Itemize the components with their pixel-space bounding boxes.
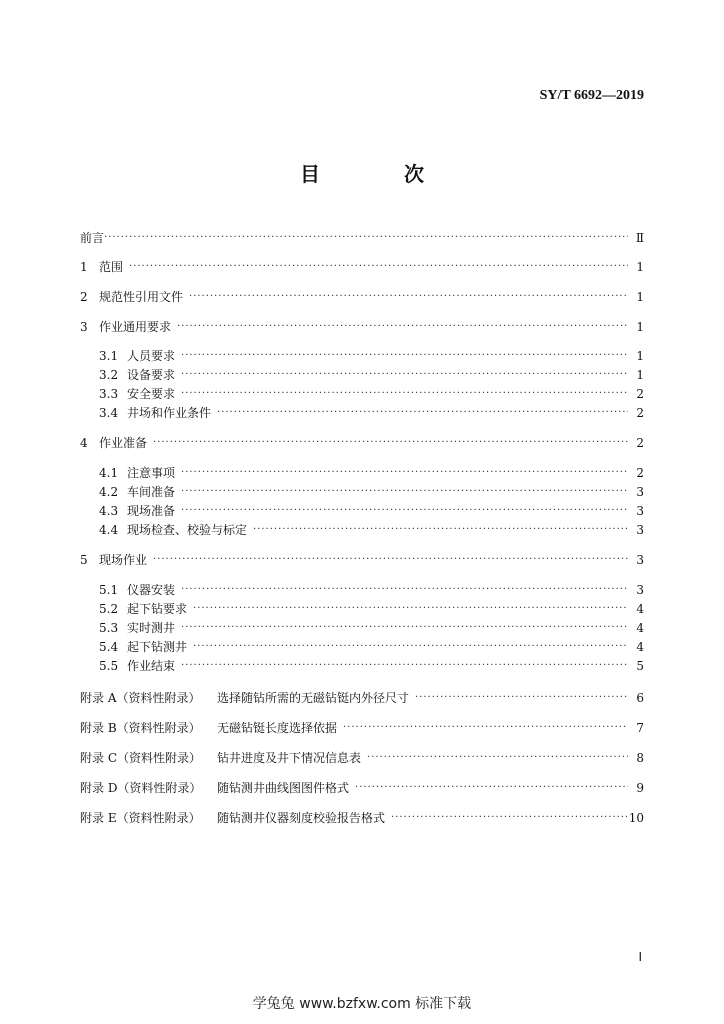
toc-leader-dots (181, 483, 628, 501)
toc-entry[interactable] (80, 434, 644, 452)
toc-leader-dots (177, 318, 628, 336)
toc-entry-number: 1 (80, 260, 88, 274)
toc-entry-title: 注意事项 (127, 466, 176, 480)
toc-page-number: 6 (636, 691, 644, 705)
toc-page-number: Ⅱ (635, 231, 644, 245)
toc-entry-title: 规范性引用文件 (99, 290, 184, 304)
toc-entry-number: 5 (80, 553, 88, 567)
toc-appendix-entry[interactable] (80, 779, 644, 797)
toc-leader-dots (104, 229, 628, 247)
toc-entry-number: 3.1 (99, 349, 119, 363)
toc-leader-dots (193, 638, 628, 656)
toc-subentry[interactable] (99, 502, 644, 520)
toc-entry-title: 范围 (99, 260, 124, 274)
toc-entry-title: 现场准备 (127, 504, 176, 518)
toc-entry-title: 现场作业 (99, 553, 148, 567)
toc-entry-title: 前言 (80, 231, 105, 245)
toc-appendix-entry[interactable] (80, 719, 644, 737)
toc-leader-dots (217, 404, 628, 422)
toc-subentry[interactable] (99, 619, 644, 637)
toc-subentry[interactable] (99, 600, 644, 618)
toc-entry-title: 人员要求 (127, 349, 176, 363)
toc-leader-dots (181, 619, 628, 637)
toc-entry-number: 5.5 (99, 659, 119, 673)
toc-appendix-label: 附录 E（资料性附录） (80, 811, 201, 825)
toc-leader-dots (391, 809, 627, 827)
toc-leader-dots (181, 657, 628, 675)
toc-entry-title: 车间准备 (127, 485, 176, 499)
toc-leader-dots (367, 749, 628, 767)
toc-subentry[interactable] (99, 347, 644, 365)
toc-leader-dots (343, 719, 628, 737)
page-title: 目 次 (300, 162, 456, 186)
toc-page-number: 3 (636, 504, 644, 518)
toc-entry-number: 5.2 (99, 602, 119, 616)
toc-leader-dots (153, 434, 628, 452)
toc-page-number: 7 (636, 721, 644, 735)
toc-appendix-label: 附录 B（资料性附录） (80, 721, 201, 735)
toc-page-number: 1 (636, 368, 644, 382)
toc-entry-number: 3.2 (99, 368, 119, 382)
toc-page-number: 3 (636, 553, 644, 567)
toc-entry-title: 井场和作业条件 (127, 406, 212, 420)
toc-entry[interactable] (80, 258, 644, 276)
toc-entry-title: 作业准备 (99, 436, 148, 450)
toc-entry-title: 仪器安装 (127, 583, 176, 597)
toc-page-number: 2 (636, 387, 644, 401)
toc-leader-dots (415, 689, 628, 707)
toc-subentry[interactable] (99, 366, 644, 384)
toc-leader-dots (193, 600, 628, 618)
toc-appendix-entry[interactable] (80, 689, 644, 707)
toc-subentry[interactable] (99, 581, 644, 599)
toc-page-number: 1 (636, 320, 644, 334)
toc-entry-title: 现场检查、校验与标定 (127, 523, 248, 537)
toc-entry-title: 安全要求 (127, 387, 176, 401)
toc-entry[interactable] (80, 288, 644, 306)
toc-entry-number: 3 (80, 320, 88, 334)
toc-entry-number: 4.1 (99, 466, 119, 480)
toc-entry[interactable] (80, 318, 644, 336)
toc-page-number: 1 (636, 349, 644, 363)
toc-leader-dots (355, 779, 628, 797)
toc-entry-title: 钻井进度及井下情况信息表 (217, 751, 362, 765)
toc-page-number: 8 (636, 751, 644, 765)
toc-entry-title: 随钻测井仪器刻度校验报告格式 (217, 811, 386, 825)
toc-leader-dots (181, 385, 628, 403)
toc-entry-title: 随钻测井曲线图图件格式 (217, 781, 350, 795)
toc-entry-number: 3.3 (99, 387, 119, 401)
standard-code: SY/T 6692—2019 (539, 88, 644, 103)
toc-entry-number: 5.1 (99, 583, 119, 597)
toc-entry-title: 作业通用要求 (99, 320, 172, 334)
toc-subentry[interactable] (99, 404, 644, 422)
toc-entry-title: 无磁钻铤长度选择依据 (217, 721, 338, 735)
toc-entry-title: 实时测井 (127, 621, 176, 635)
toc-appendix-entry[interactable] (80, 809, 644, 827)
toc-page-number: 3 (636, 583, 644, 597)
watermark-text: 学兔兔 www.bzfxw.com 标准下载 (252, 996, 472, 1012)
toc-leader-dots (129, 258, 628, 276)
toc-page-number: 3 (636, 523, 644, 537)
toc-subentry[interactable] (99, 638, 644, 656)
toc-leader-dots (181, 581, 628, 599)
toc-page-number: 1 (636, 260, 644, 274)
toc-page-number: 5 (636, 659, 644, 673)
toc-page-number: 3 (636, 485, 644, 499)
toc-page-number: 1 (636, 290, 644, 304)
toc-entry-number: 4.4 (99, 523, 119, 537)
toc-leader-dots (253, 521, 628, 539)
toc-entry-title: 选择随钻所需的无磁钻铤内外径尺寸 (217, 691, 410, 705)
toc-entry-number: 5.3 (99, 621, 119, 635)
toc-entry-title: 设备要求 (127, 368, 176, 382)
toc-page-number: 4 (636, 602, 644, 616)
toc-entry-preface[interactable] (80, 229, 644, 247)
toc-entry-number: 4.2 (99, 485, 119, 499)
toc-leader-dots (153, 551, 628, 569)
toc-page-number: 10 (628, 811, 644, 825)
toc-page-number: 2 (636, 406, 644, 420)
toc-entry-number: 5.4 (99, 640, 119, 654)
toc-leader-dots (181, 464, 628, 482)
toc-page-number: 2 (636, 436, 644, 450)
toc-entry-number: 4.3 (99, 504, 119, 518)
toc-page-number: 2 (636, 466, 644, 480)
toc-entry-title: 起下钻测井 (127, 640, 188, 654)
page-number: Ⅰ (638, 950, 642, 964)
toc-subentry[interactable] (99, 464, 644, 482)
toc-page-number: 4 (636, 640, 644, 654)
toc-entry-title: 作业结束 (127, 659, 176, 673)
toc-subentry[interactable] (99, 483, 644, 501)
toc-page-number: 4 (636, 621, 644, 635)
toc-appendix-label: 附录 C（资料性附录） (80, 751, 201, 765)
toc-leader-dots (181, 347, 628, 365)
toc-page-number: 9 (636, 781, 644, 795)
toc-appendix-label: 附录 A（资料性附录） (80, 691, 201, 705)
toc-leader-dots (181, 502, 628, 520)
toc-entry-number: 4 (80, 436, 88, 450)
toc-entry-number: 3.4 (99, 406, 119, 420)
toc-appendix-entry[interactable] (80, 749, 644, 767)
toc-entry[interactable] (80, 551, 644, 569)
toc-entry-title: 起下钻要求 (127, 602, 188, 616)
toc-entry-number: 2 (80, 290, 88, 304)
toc-leader-dots (181, 366, 628, 384)
toc-subentry[interactable] (99, 385, 644, 403)
toc-subentry[interactable] (99, 521, 644, 539)
toc-leader-dots (189, 288, 628, 306)
toc-appendix-label: 附录 D（资料性附录） (80, 781, 202, 795)
toc-subentry[interactable] (99, 657, 644, 675)
